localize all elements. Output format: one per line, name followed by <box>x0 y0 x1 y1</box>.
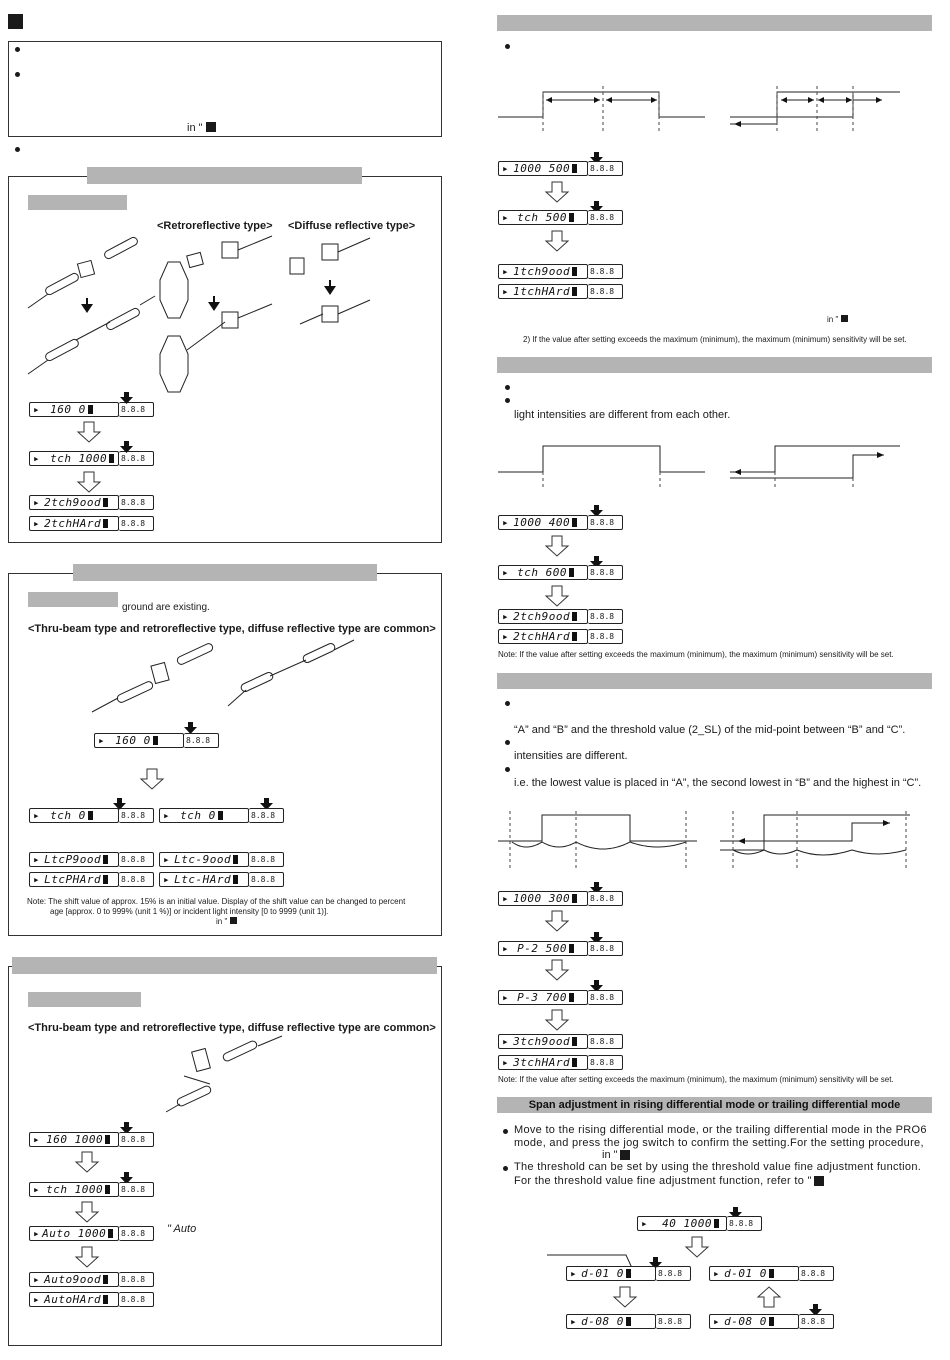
sec4-bullet1-c: in " <box>602 1149 618 1161</box>
lcd-display: ▸ 1tchHArd 8.8.8 <box>498 284 623 299</box>
sec4-bullet2-a: The threshold can be set by using the threshold value fine adjustment function. <box>514 1161 922 1173</box>
sec3-note: Note: If the value after setting exceeds the maximum (minimum), the maximum (minimum) sensitivity will be set. <box>498 1075 894 1084</box>
lcd-display: ▸ 40 1000 8.8.8 <box>637 1216 762 1231</box>
lcd-display: ▸ Auto 1000 8.8.8 <box>29 1226 154 1241</box>
lcd-display: ▸ tch 600 8.8.8 <box>498 565 623 580</box>
sec4-bullet1-b: mode, and press the jog switch to confirm the setting.For the setting procedure, <box>514 1137 924 1149</box>
sec3-line-3: i.e. the lowest value is placed in “A”, the second lowest in “B” and the highest in “C”. <box>514 777 922 789</box>
section-c-common-label: <Thru-beam type and retroreflective type, diffuse reflective type are common> <box>28 1022 436 1034</box>
sec4-bullet2-b: For the threshold value fine adjustment function, refer to " <box>514 1175 812 1187</box>
section-b-note-2: age [approx. 0 to 999% (unit 1 %)] or incident light intensity [0 to 9999 (unit 1)]. <box>50 907 329 916</box>
lcd-display: ▸ d-08 0 8.8.8 <box>709 1314 834 1329</box>
lcd-display: ▸ 3tchHArd 8.8.8 <box>498 1055 623 1070</box>
lcd-display: ▸ tch 1000 8.8.8 <box>29 1182 154 1197</box>
lcd-display: ▸ tch 0 8.8.8 <box>29 808 154 823</box>
lcd-display: ▸ 1000 400 8.8.8 <box>498 515 623 530</box>
lcd-display: ▸ 1000 300 8.8.8 <box>498 891 623 906</box>
lcd-display: ▸ d-01 0 8.8.8 <box>566 1266 691 1281</box>
lcd-display: ▸ P-3 700 8.8.8 <box>498 990 623 1005</box>
lcd-display: ▸ 1tch9ood 8.8.8 <box>498 264 623 279</box>
section-b-note-3: in " <box>216 917 228 926</box>
lcd-display: ▸ 3tch9ood 8.8.8 <box>498 1034 623 1049</box>
section-b-common-label: <Thru-beam type and retroreflective type, diffuse reflective type are common> <box>28 623 436 635</box>
lcd-display: ▸ d-01 0 8.8.8 <box>709 1266 834 1281</box>
lcd-display: ▸ P-2 500 8.8.8 <box>498 941 623 956</box>
lcd-display: ▸ tch 0 8.8.8 <box>159 808 284 823</box>
lcd-display: ▸ LtcPHArd 8.8.8 <box>29 872 154 887</box>
lcd-display: ▸ AutoHArd 8.8.8 <box>29 1292 154 1307</box>
intro-ref: in " <box>187 122 203 134</box>
lcd-display: ▸ 2tch9ood 8.8.8 <box>498 609 623 624</box>
sec2-note: Note: If the value after setting exceeds the maximum (minimum), the maximum (minimum) sensitivity will be set. <box>498 650 894 659</box>
lcd-display: ▸ 1000 500 8.8.8 <box>498 161 623 176</box>
lcd-display: ▸ 2tchHArd 8.8.8 <box>498 629 623 644</box>
sec3-line-2: intensities are different. <box>514 750 628 762</box>
sec4-bullet1-a: Move to the rising differential mode, or the trailing differential mode in the PRO6 <box>514 1124 927 1136</box>
retro-type-label: <Retroreflective type> <box>157 220 273 232</box>
lcd-display: ▸ 160 1000 8.8.8 <box>29 1132 154 1147</box>
lcd-display: ▸ tch 500 8.8.8 <box>498 210 623 225</box>
right-section-4-title: Span adjustment in rising differential mode or trailing differential mode <box>497 1097 932 1113</box>
sec1-note: 2) If the value after setting exceeds the maximum (minimum), the maximum (minimum) sensitivity will be set. <box>523 335 907 344</box>
lcd-display: ▸ d-08 0 8.8.8 <box>566 1314 691 1329</box>
lcd-display: ▸ 160 0 8.8.8 <box>29 402 154 417</box>
lcd-display: ▸ 160 0 8.8.8 <box>94 733 219 748</box>
section-b-note-1: Note: The shift value of approx. 15% is an initial value. Display of the shift value can be changed to percent <box>27 897 406 906</box>
lcd-display: ▸ 2tchHArd 8.8.8 <box>29 516 154 531</box>
sec1-ref: in " <box>827 315 839 324</box>
lcd-display: ▸ LtcP9ood 8.8.8 <box>29 852 154 867</box>
lcd-display: ▸ tch 1000 8.8.8 <box>29 451 154 466</box>
lcd-display: ▸ Ltc-HArd 8.8.8 <box>159 872 284 887</box>
lcd-display: ▸ 2tch9ood 8.8.8 <box>29 495 154 510</box>
section-b-fragment: ground are existing. <box>122 602 210 613</box>
lcd-display: ▸ Ltc-9ood 8.8.8 <box>159 852 284 867</box>
sec3-line-1: “A” and “B” and the threshold value (2_SL) of the mid-point between “B” and “C”. <box>514 724 906 736</box>
auto-reference: " Auto <box>167 1223 197 1235</box>
sec2-line: light intensities are different from each other. <box>514 409 731 421</box>
lcd-display: ▸ Auto9ood 8.8.8 <box>29 1272 154 1287</box>
diffuse-type-label: <Diffuse reflective type> <box>288 220 416 232</box>
